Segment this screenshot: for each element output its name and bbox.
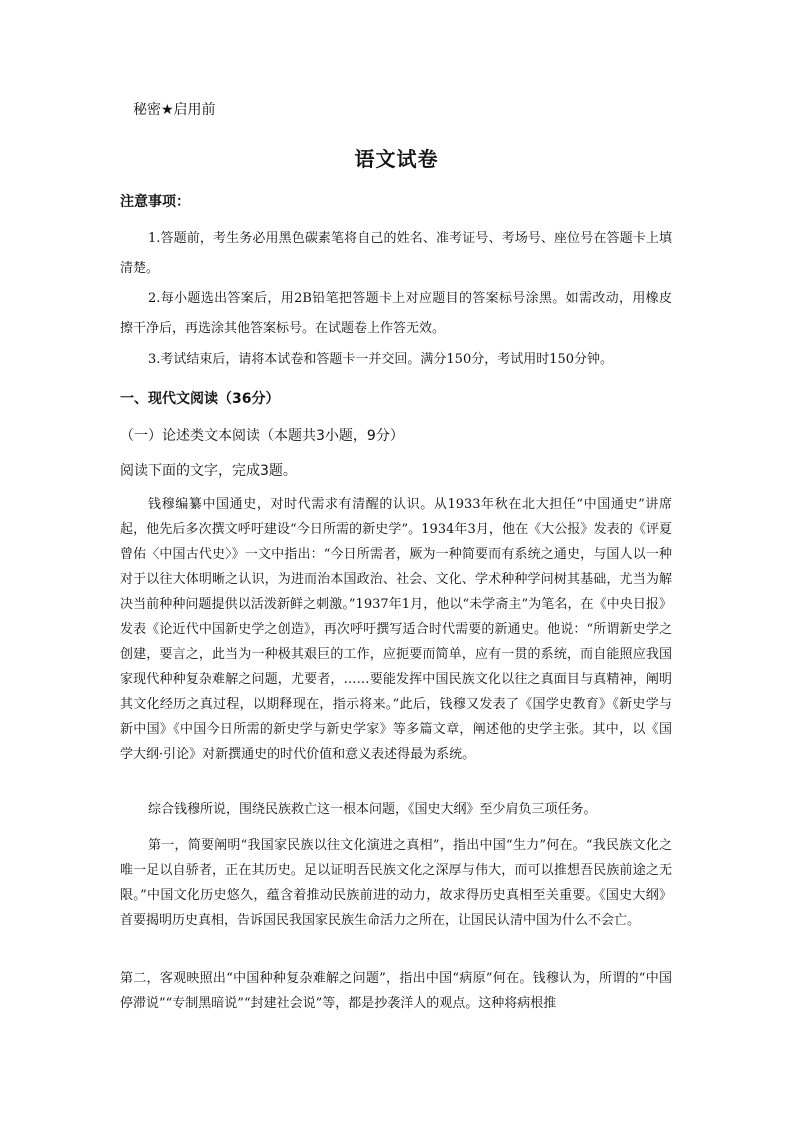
notice-item-3: 3.考试结束后，请将本试卷和答题卡一并交回。满分150分，考试用时150分钟。	[148, 352, 614, 367]
subsection-heading: （一）论述类文本阅读（本题共3小题，9分）	[120, 428, 404, 444]
notice-item-2: 2.每小题选出答案后，用2B铅笔把答题卡上对应题目的答案标号涂黑。如需改动，用橡皮擦干净后，再选涂其他答案标号。在试题卷上作答无效。	[120, 291, 672, 336]
notice-item-1: 1.答题前，考生务必用黑色碳素笔将自己的姓名、准考证号、考场号、座位号在答题卡上填清楚。	[120, 231, 672, 276]
confidential-mark: 秘密★启用前	[133, 102, 216, 118]
page-title: 语文试卷	[354, 147, 439, 171]
notice-heading: 注意事项：	[120, 194, 190, 210]
section-heading: 一、现代文阅读（36分）	[120, 391, 280, 407]
passage-paragraph-4: 第二，客观映照出“中国种种复杂难解之问题”，指出中国“病原”何在。钱穆认为，所谓的“中国停滞说”“专制黑暗说”“封建社会说”等，都是抄袭洋人的观点。这种将病根推	[120, 971, 672, 1011]
passage-paragraph-2: 综合钱穆所说，围绕民族救亡这一根本问题，《国史大纲》至少肩负三项任务。	[148, 802, 597, 817]
reading-instruction: 阅读下面的文字，完成3题。	[120, 463, 297, 479]
passage-paragraph-3: 第一，简要阐明“我国家民族以往文化演进之真相”，指出中国“生力”何在。“我民族文化之唯一足以自骄者，正在其历史。足以证明吾民族文化之深厚与伟大，而可以推想吾民族前途之无限。”中国文化历史悠久，蕴含着推动民族前进的动力，故求得历史真相至关重要。《国史大纲》首要揭明历史真相，告诉国民我国家民族生命活力之所在，让国民认清中国为什么不会亡。	[120, 838, 672, 928]
passage-paragraph-1: 钱穆编纂中国通史，对时代需求有清醒的认识。从1933年秋在北大担任“中国通史”讲席起，他先后多次撰文呼吁建设“今日所需的新史学”。1934年3月，他在《大公报》发表的《评夏曾佑〈中国古代史〉》一文中指出：“今日所需者，厥为一种简要而有系统之通史，与国人以一种对于以往大体明晰之认识，为进而治本国政治、社会、文化、学术种种学问树其基础，尤当为解决当前种种问题提供以活泼新鲜之刺激。”1937年1月，他以“未学斋主”为笔名，在《中央日报》发表《论近代中国新史学之创造》，再次呼吁撰写适合时代需要的新通史。他说：“所谓新史学之创建，要言之，此当为一种极其艰巨的工作，应扼要而简单，应有一贯的系统，而自能照应我国家现代种种复杂难解之问题，尤要者，……要能发挥中国民族文化以往之真面目与真精神，阐明其文化经历之真过程，以期释现在，指示将来。”此后，钱穆又发表了《国学史教育》《新史学与新中国》《中国今日所需的新史学与新史学家》等多篇文章，阐述他的史学主张。其中，以《国学大纲·引论》对新撰通史的时代价值和意义表述得最为系统。	[120, 497, 672, 762]
